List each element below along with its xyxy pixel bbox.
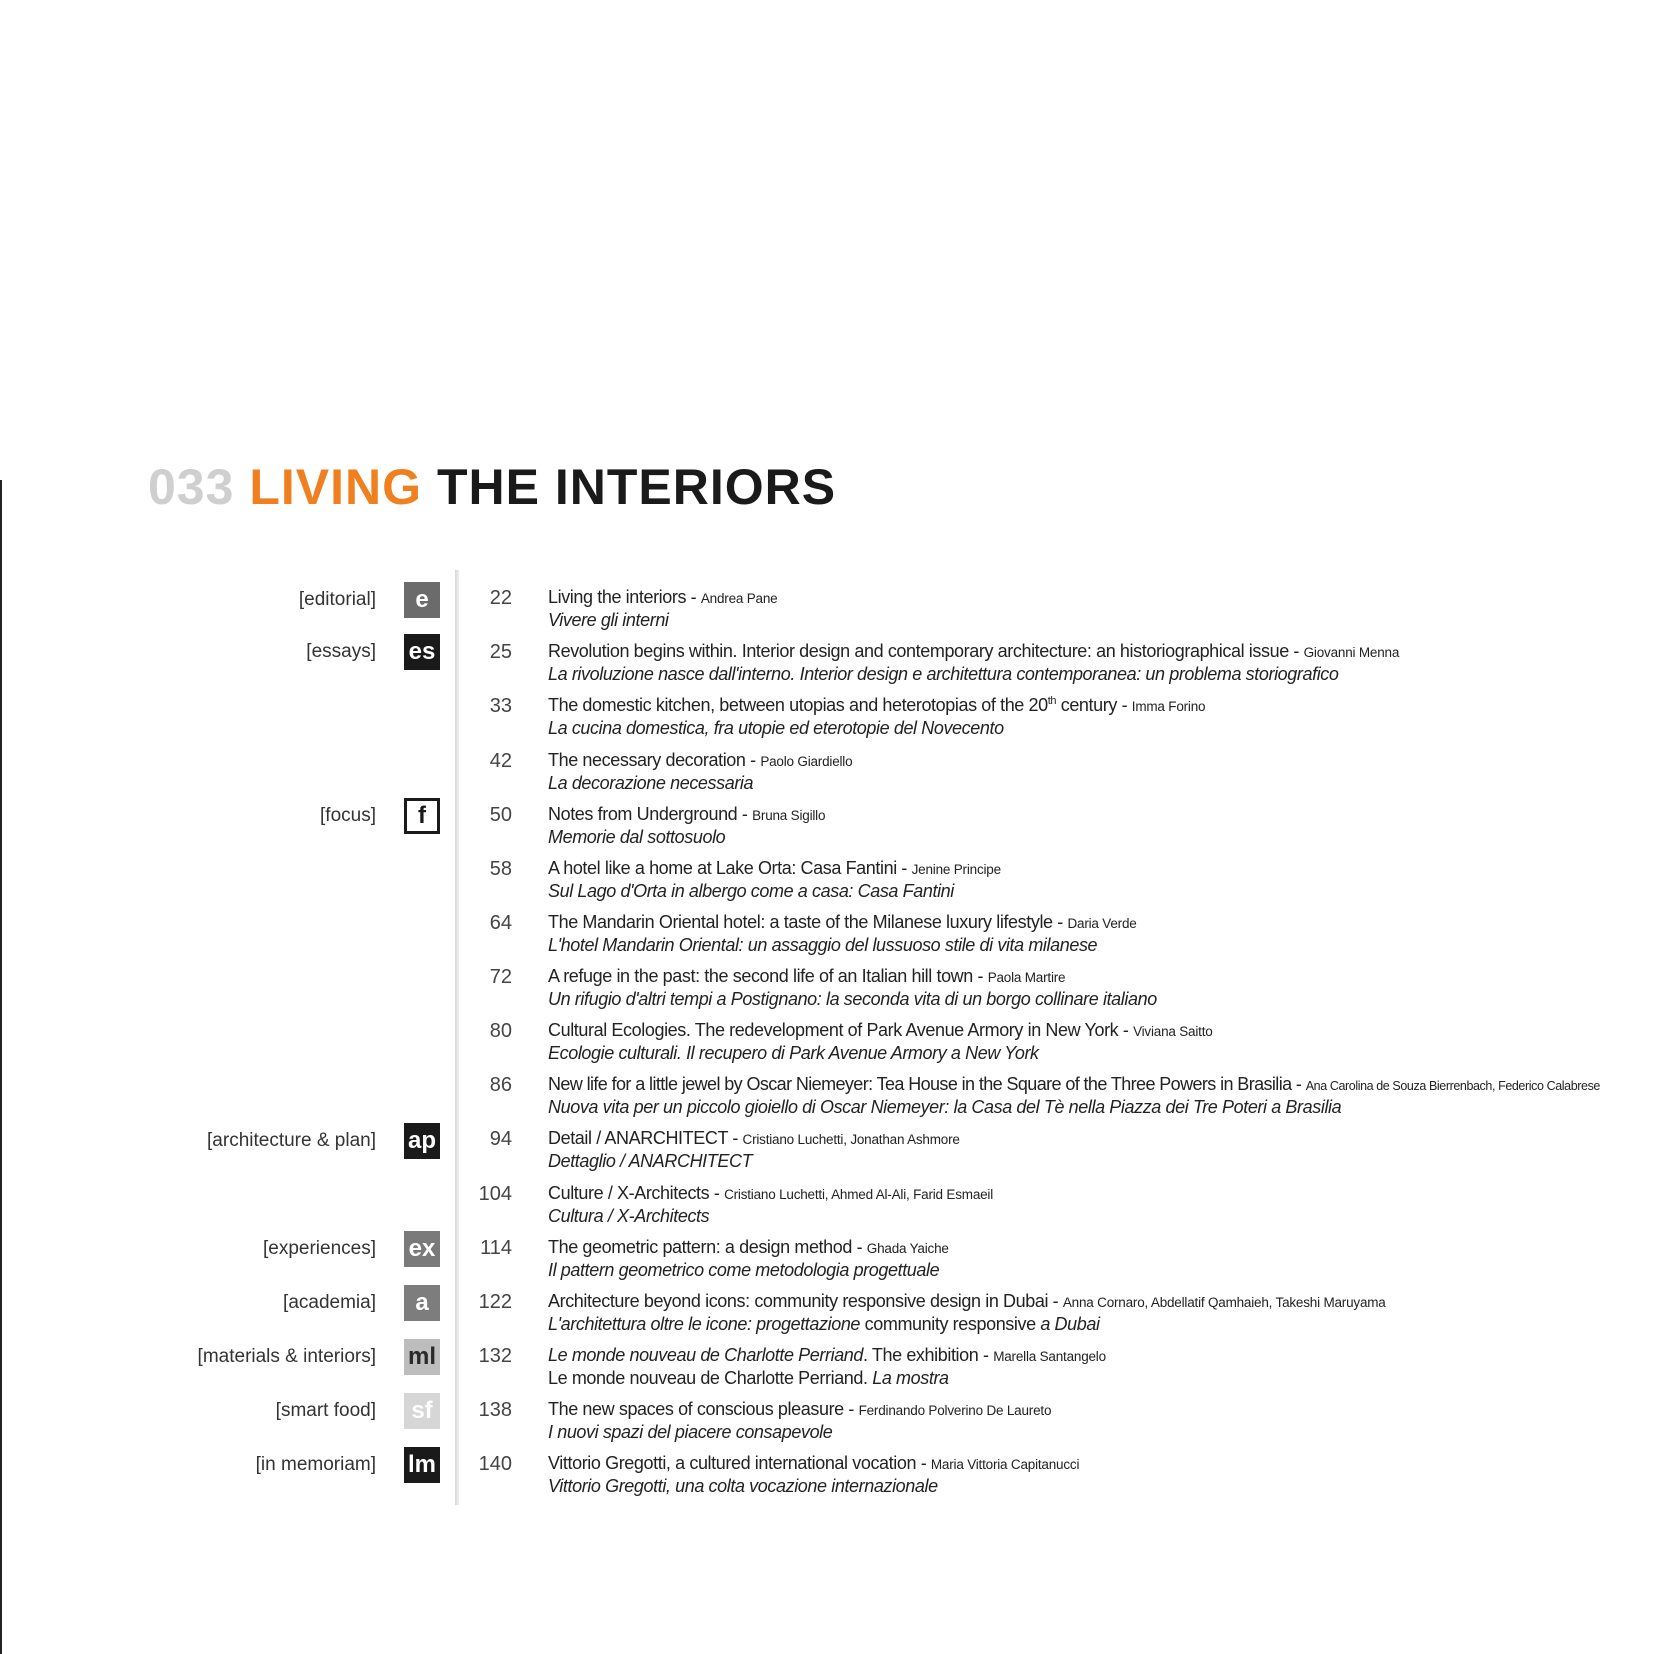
page-title	[148, 459, 837, 515]
toc-entry[interactable]	[470, 1235, 1650, 1289]
title-italian: I nuovi spazi del piacere consapevole	[548, 1422, 833, 1442]
toc-entry[interactable]	[470, 748, 1650, 802]
toc-entry[interactable]	[470, 856, 1650, 910]
toc-entry[interactable]	[470, 910, 1650, 964]
issue-number: 033	[148, 459, 235, 515]
title-the-interiors: THE INTERIORS	[436, 459, 837, 515]
page-number: 94	[489, 1128, 512, 1150]
author: Paolo Giardiello	[760, 754, 853, 769]
author: Giovanni Menna	[1303, 645, 1400, 660]
section-academia[interactable]	[283, 1283, 440, 1323]
page-number: 33	[489, 695, 512, 717]
section-label: [materials & interiors]	[197, 1346, 376, 1367]
badge-a-icon: a	[404, 1285, 440, 1321]
section-label: [in memoriam]	[255, 1454, 376, 1475]
section-label: [experiences]	[262, 1238, 376, 1259]
section-label: [essays]	[306, 641, 376, 662]
page-number: 72	[489, 966, 512, 988]
page-number: 50	[489, 804, 512, 826]
author: Ghada Yaiche	[866, 1241, 949, 1256]
title-italian: Cultura / X-Architects	[548, 1206, 710, 1226]
author: Daria Verde	[1067, 916, 1137, 931]
section-editorial[interactable]	[299, 580, 440, 620]
title-english: The new spaces of conscious pleasure - Ferdinando Polverino De Laureto	[548, 1399, 1052, 1419]
toc-entry[interactable]	[470, 1181, 1650, 1235]
author: Viviana Saitto	[1133, 1024, 1213, 1039]
section-experiences[interactable]	[263, 1229, 440, 1269]
page-number: 104	[478, 1183, 512, 1205]
toc-entry[interactable]	[470, 585, 1650, 639]
toc-entry[interactable]	[470, 639, 1650, 693]
section-essays[interactable]	[306, 632, 440, 672]
title-italian: L'hotel Mandarin Oriental: un assaggio del lussuoso stile di vita milanese	[548, 935, 1098, 955]
toc-entry[interactable]	[470, 1451, 1650, 1505]
toc-entry[interactable]	[470, 802, 1650, 856]
page-number: 122	[478, 1291, 512, 1313]
author: Anna Cornaro, Abdellatif Qamhaieh, Takeshi Maruyama	[1062, 1295, 1386, 1310]
section-label: [academia]	[283, 1292, 376, 1313]
title-italian: Nuova vita per un piccolo gioiello di Oscar Niemeyer: la Casa del Tè nella Piazza dei Tre Poteri a Brasilia	[548, 1097, 1342, 1117]
title-english: The Mandarin Oriental hotel: a taste of the Milanese luxury lifestyle - Daria Verde	[548, 912, 1137, 932]
section-label: [smart food]	[275, 1400, 376, 1421]
section-materials-interiors[interactable]	[198, 1337, 440, 1377]
page-number: 25	[489, 641, 512, 663]
title-english: A hotel like a home at Lake Orta: Casa Fantini - Jenine Principe	[548, 858, 1001, 878]
section-architecture-plan[interactable]	[207, 1121, 440, 1161]
section-label: [focus]	[320, 805, 376, 826]
title-italian: Sul Lago d'Orta in albergo come a casa: Casa Fantini	[548, 881, 954, 901]
author: Cristiano Luchetti, Jonathan Ashmore	[742, 1132, 960, 1147]
section-smart-food[interactable]	[276, 1391, 440, 1431]
toc-entry[interactable]	[470, 1397, 1650, 1451]
title-english: Living the interiors - Andrea Pane	[548, 587, 778, 607]
badge-ex-icon: ex	[404, 1231, 440, 1267]
page-number: 114	[480, 1237, 512, 1259]
badge-ap-icon: ap	[404, 1123, 440, 1159]
author: Bruna Sigillo	[752, 808, 826, 823]
title-italian: La cucina domestica, fra utopie ed eterotopie del Novecento	[548, 718, 1004, 738]
page-number: 140	[478, 1453, 512, 1475]
title-italian: La decorazione necessaria	[548, 773, 754, 793]
title-english: The necessary decoration - Paolo Giardiello	[548, 750, 853, 770]
toc-entry[interactable]	[470, 1343, 1650, 1397]
author: Imma Forino	[1131, 699, 1206, 714]
title-italian: Le monde nouveau de Charlotte Perriand. La mostra	[548, 1368, 949, 1388]
page-number: 42	[489, 750, 512, 772]
author: Marella Santangelo	[993, 1349, 1106, 1364]
title-italian: Vivere gli interni	[548, 610, 669, 630]
toc-entry[interactable]	[470, 1018, 1650, 1072]
title-english: Architecture beyond icons: community responsive design in Dubai - Anna Cornaro, Abdellatif Qamhaieh, Takeshi Maruyama	[548, 1291, 1386, 1311]
author: Jenine Principe	[911, 862, 1001, 877]
title-english: Notes from Underground - Bruna Sigillo	[548, 804, 826, 824]
page-number: 132	[478, 1345, 512, 1367]
title-italian: Il pattern geometrico come metodologia progettuale	[548, 1260, 940, 1280]
toc-entry[interactable]	[470, 964, 1650, 1018]
badge-ml-icon: ml	[404, 1339, 440, 1375]
left-edge-rule	[0, 480, 2, 1654]
title-english: Revolution begins within. Interior design and contemporary architecture: an historiographical issue - Giovanni Menna	[548, 641, 1400, 661]
title-english: Detail / ANARCHITECT - Cristiano Luchetti, Jonathan Ashmore	[548, 1128, 960, 1148]
badge-e-icon: e	[404, 582, 440, 618]
title-english: Le monde nouveau de Charlotte Perriand. The exhibition - Marella Santangelo	[548, 1345, 1106, 1365]
author: Cristiano Luchetti, Ahmed Al-Ali, Farid Esmaeil	[724, 1187, 994, 1202]
title-english: Vittorio Gregotti, a cultured international vocation - Maria Vittoria Capitanucci	[548, 1453, 1080, 1473]
badge-f-icon: f	[404, 798, 440, 834]
toc-entry[interactable]	[470, 1289, 1650, 1343]
title-english: A refuge in the past: the second life of an Italian hill town - Paola Martire	[548, 966, 1066, 986]
page-number: 64	[489, 912, 512, 934]
badge-lm-icon: lm	[404, 1447, 440, 1483]
title-italian: La rivoluzione nasce dall'interno. Interior design e architettura contemporanea: un problema storiografico	[548, 664, 1339, 684]
page-number: 22	[489, 587, 512, 609]
badge-sf-icon: sf	[404, 1393, 440, 1429]
author: Paola Martire	[987, 970, 1066, 985]
title-italian: Memorie dal sottosuolo	[548, 827, 726, 847]
title-english: The domestic kitchen, between utopias and heterotopias of the 20th century - Imma Forino	[548, 695, 1206, 715]
page-number: 58	[489, 858, 512, 880]
title-living: LIVING	[249, 459, 423, 515]
section-in-memoriam[interactable]	[256, 1445, 440, 1485]
page-number: 80	[489, 1020, 512, 1042]
author: Maria Vittoria Capitanucci	[930, 1457, 1080, 1472]
title-italian: Vittorio Gregotti, una colta vocazione internazionale	[548, 1476, 938, 1496]
title-italian: Ecologie culturali. Il recupero di Park Avenue Armory a New York	[548, 1043, 1039, 1063]
title-italian: L'architettura oltre le icone: progettazione community responsive a Dubai	[548, 1314, 1100, 1334]
page-number: 86	[489, 1074, 512, 1096]
author: Ferdinando Polverino De Laureto	[858, 1403, 1052, 1418]
badge-es-icon: es	[404, 634, 440, 670]
title-english: The geometric pattern: a design method - Ghada Yaiche	[548, 1237, 949, 1257]
toc-entry[interactable]	[470, 1072, 1650, 1126]
section-label: [editorial]	[298, 589, 376, 610]
title-english: Culture / X-Architects - Cristiano Luchetti, Ahmed Al-Ali, Farid Esmaeil	[548, 1183, 994, 1203]
title-english: Cultural Ecologies. The redevelopment of Park Avenue Armory in New York - Viviana Saitto	[548, 1020, 1213, 1040]
title-italian: Un rifugio d'altri tempi a Postignano: la seconda vita di un borgo collinare italiano	[548, 989, 1157, 1009]
toc-entry[interactable]	[470, 1126, 1650, 1180]
title-italian: Dettaglio / ANARCHITECT	[548, 1151, 753, 1171]
author: Andrea Pane	[700, 591, 778, 606]
toc-entry[interactable]	[470, 693, 1650, 747]
column-divider	[455, 570, 459, 1505]
author: Ana Carolina de Souza Bierrenbach, Federico Calabrese	[1305, 1079, 1600, 1093]
title-english: New life for a little jewel by Oscar Niemeyer: Tea House in the Square of the Three Powers in Brasilia - Ana Carolina de Souza Bierrenbach, Federico Calabrese	[548, 1074, 1600, 1094]
page-number: 138	[478, 1399, 512, 1421]
section-focus[interactable]	[320, 796, 440, 836]
section-label: [architecture & plan]	[207, 1130, 376, 1151]
